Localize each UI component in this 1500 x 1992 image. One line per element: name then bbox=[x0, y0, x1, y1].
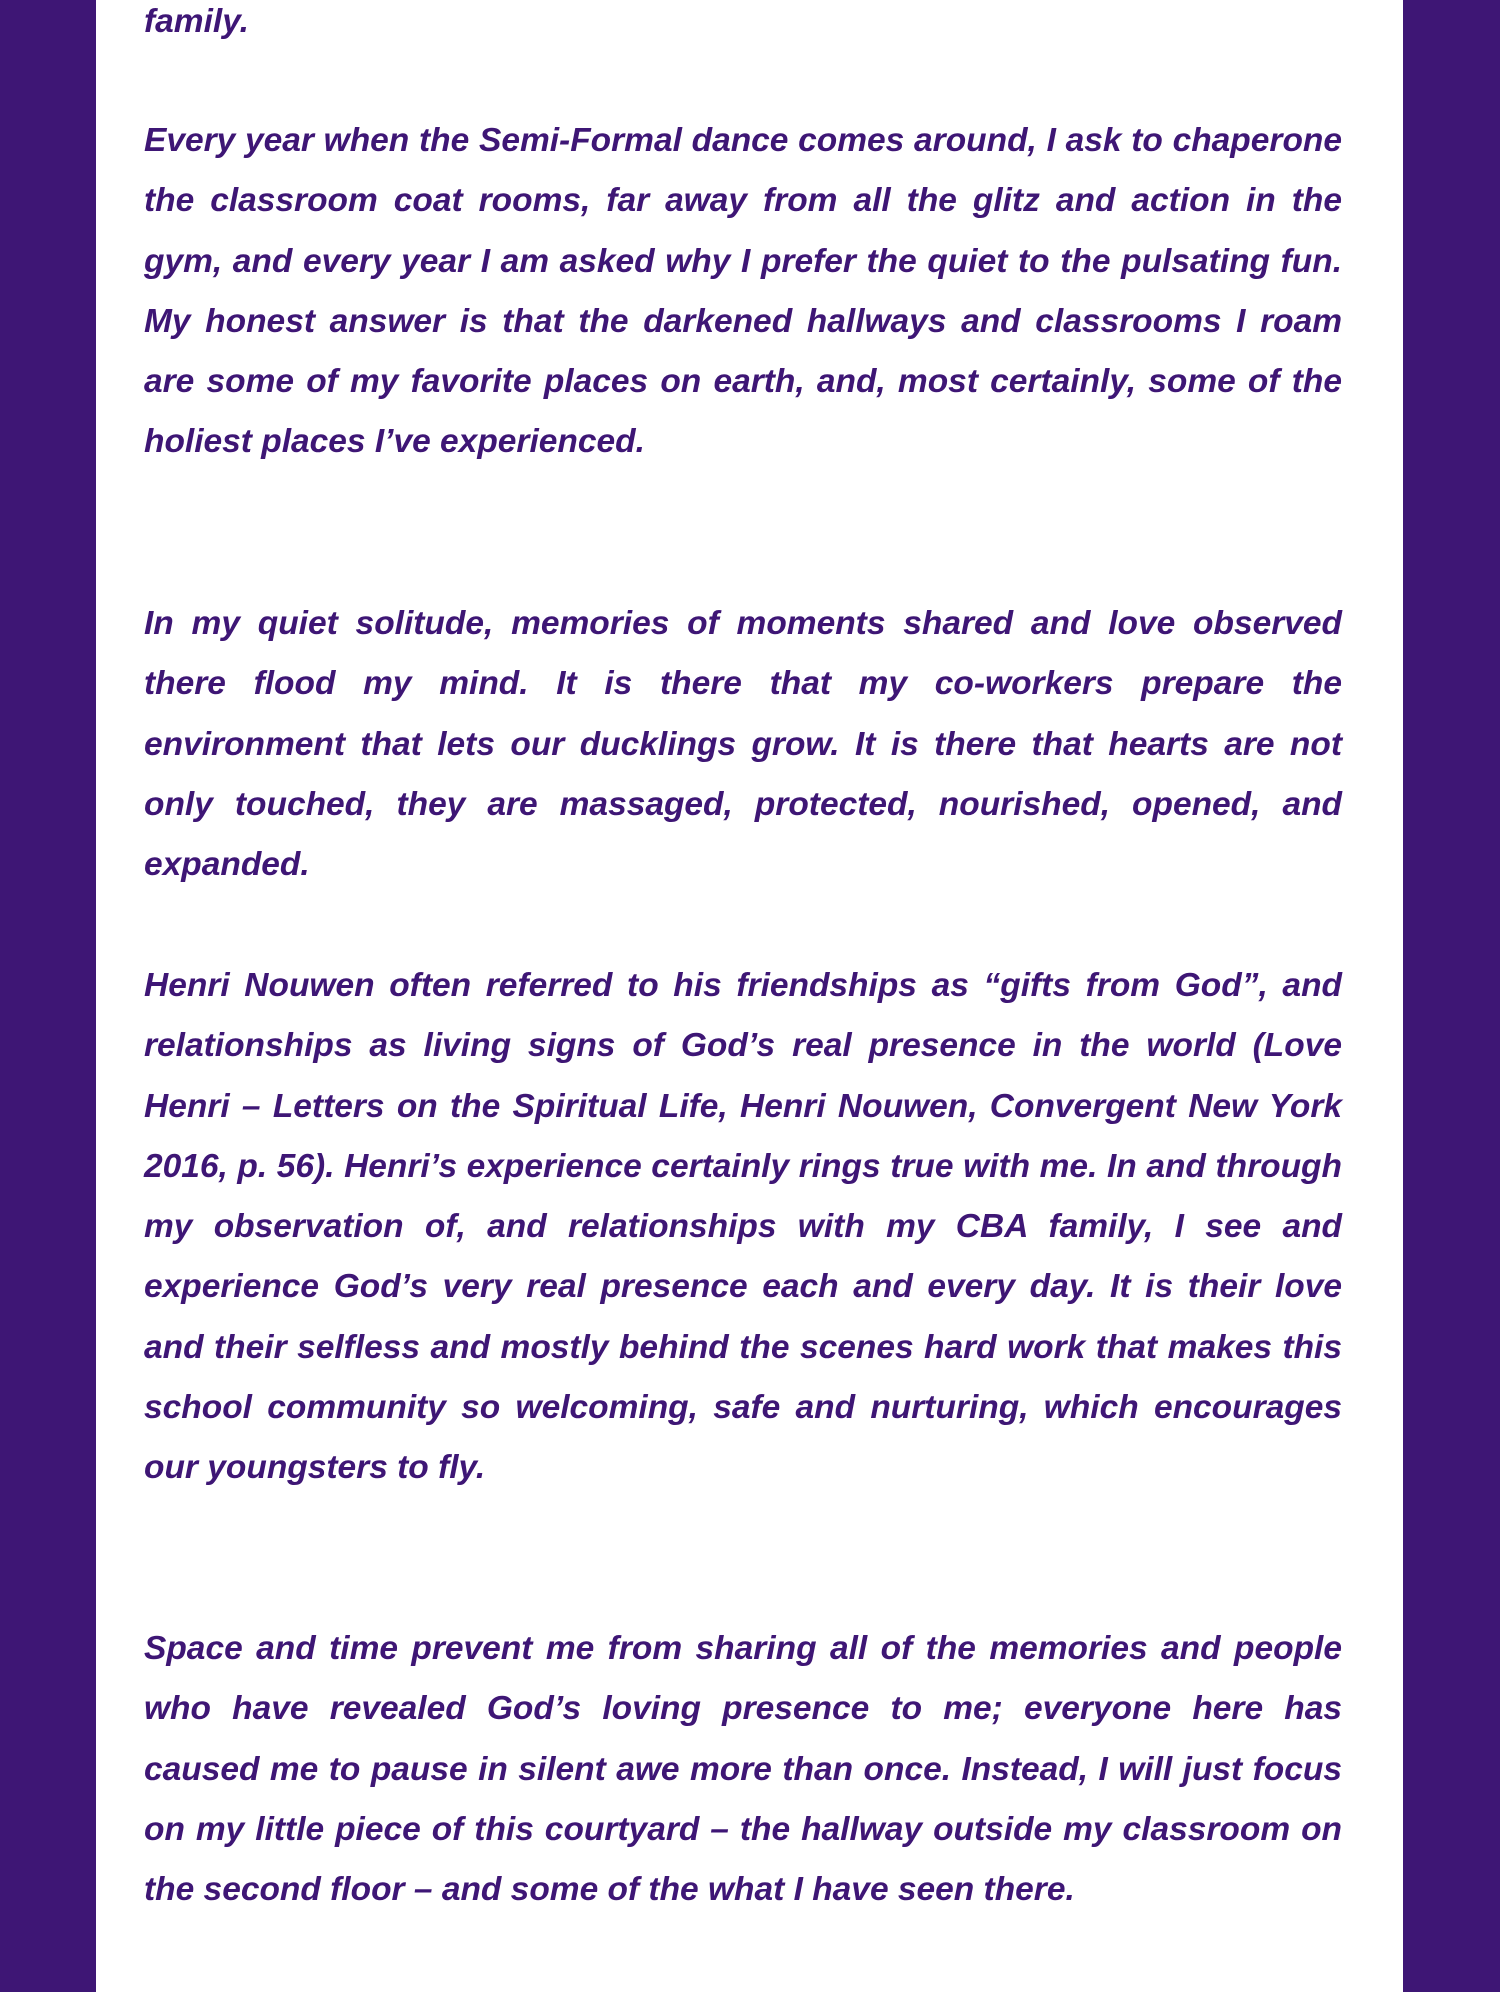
paragraph-space-and-time: Space and time prevent me from sharing all of the memories and people who have revealed God’s loving presence to me; everyone here has caused me to pause in silent awe more than once. Instead, I will just focus on my little piece of this courtyard – the hallway outside my classroom on the second floor – and some of the what I have seen there. bbox=[144, 1630, 1342, 1909]
paragraph-quiet-solitude: In my quiet solitude, memories of moments shared and love observed there flood my mind. It is there that my co-workers prepare the environment that lets our ducklings grow. It is there that hearts are not only touched, they are massaged, protected, nourished, opened, and expanded. bbox=[144, 605, 1342, 884]
paragraph-semi-formal: Every year when the Semi-Formal dance comes around, I ask to chaperone the classroom coat rooms, far away from all the glitz and action in the gym, and every year I am asked why I prefer the quiet to the pulsating fun. My honest answer is that the darkened hallways and classrooms I roam are some of my favorite places on earth, and, most certainly, some of the holiest places I’ve experienced. bbox=[144, 122, 1342, 461]
document-page bbox=[96, 0, 1403, 1992]
paragraph-family: family. bbox=[144, 3, 249, 40]
paragraph-henri-nouwen: Henri Nouwen often referred to his friendships as “gifts from God”, and relationships as living signs of God’s real presence in the world (Love Henri – Letters on the Spiritual Life, Henri Nouwen, Convergent New York 2016, p. 56). Henri’s experience certainly rings true with me. In and through my observation of, and relationships with my CBA family, I see and experience God’s very real presence each and every day. It is their love and their selfless and mostly behind the scenes hard work that makes this school community so welcoming, safe and nurturing, which encourages our youngsters to fly. bbox=[144, 967, 1342, 1487]
